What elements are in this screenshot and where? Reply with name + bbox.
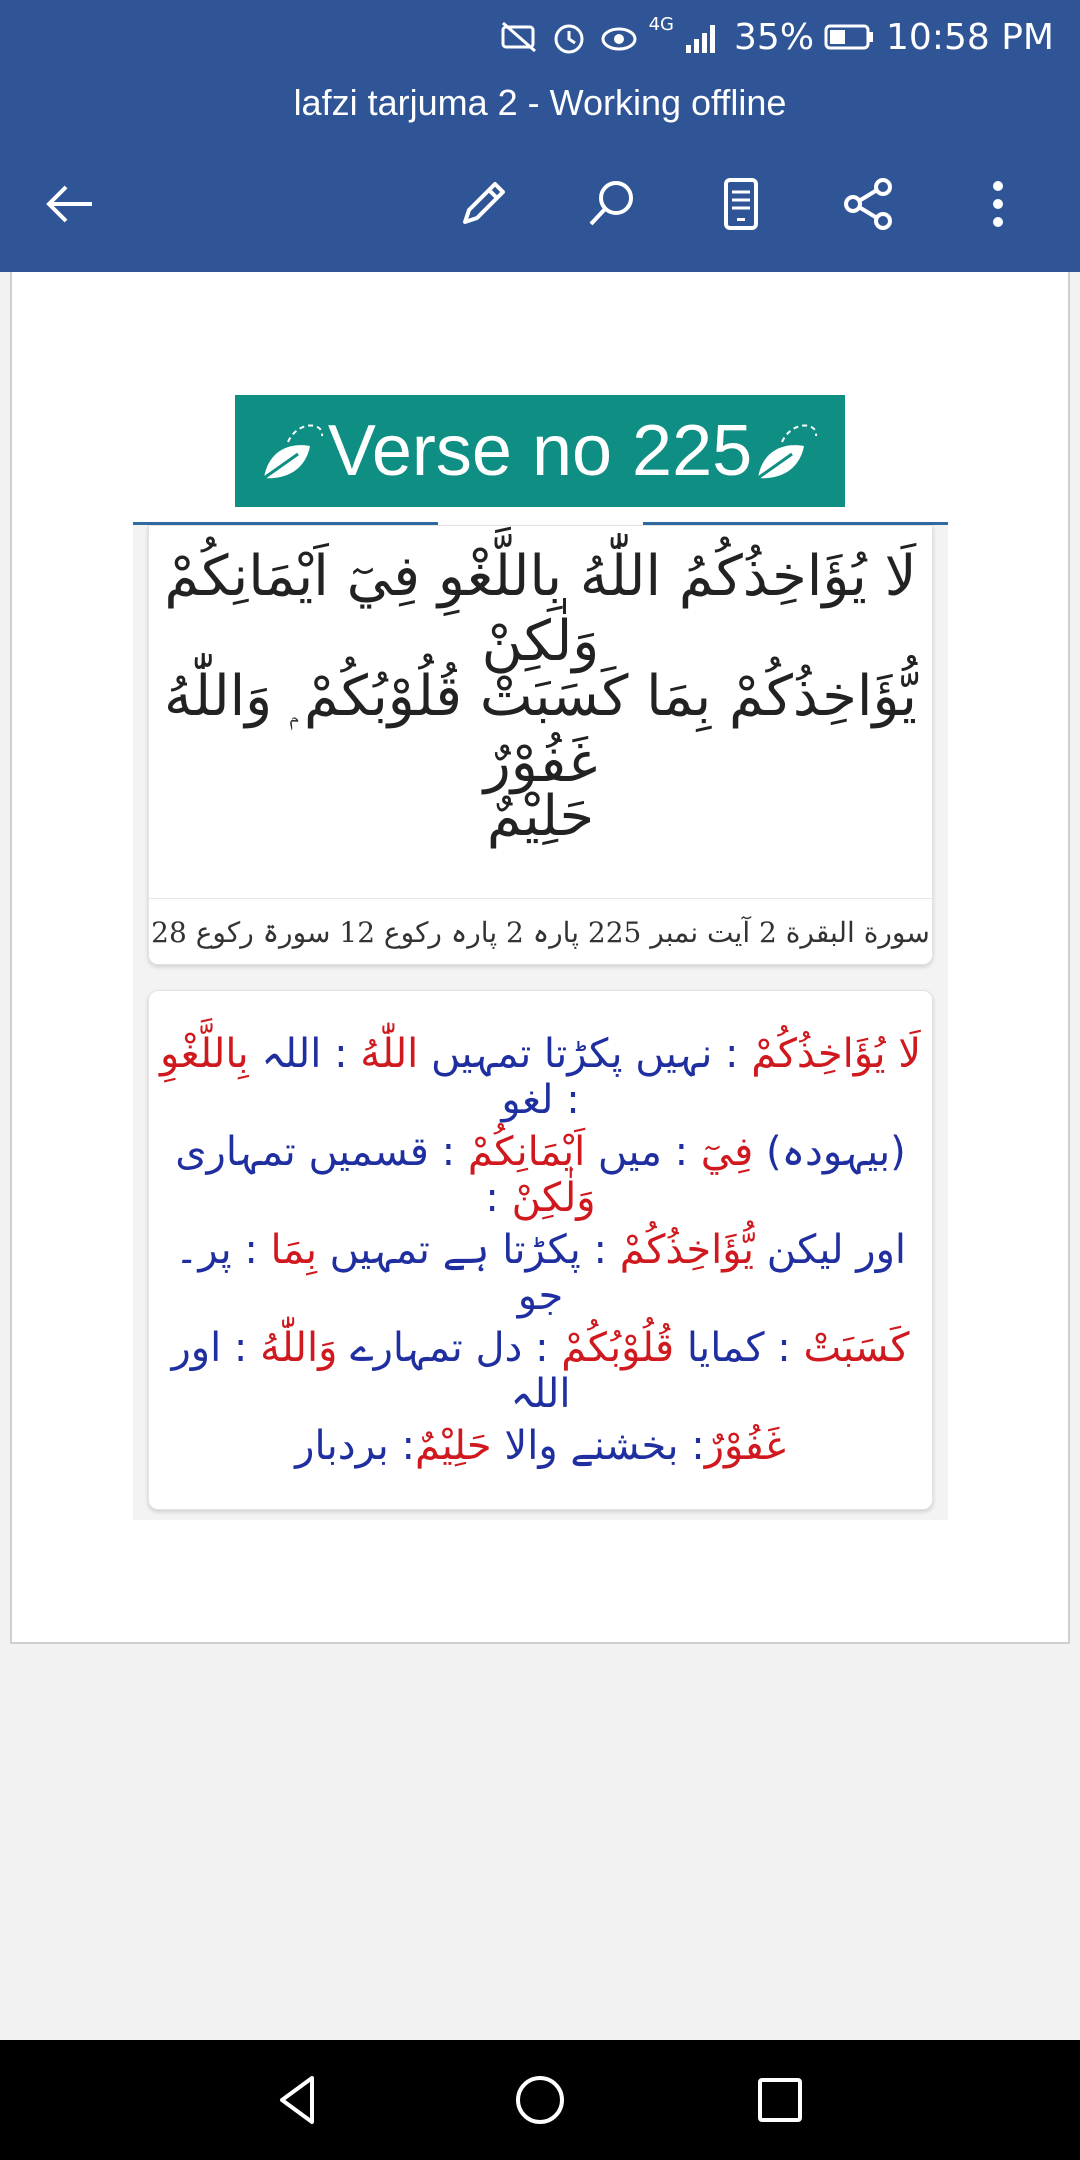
sim-off-icon xyxy=(499,17,539,57)
arabic-word: وَلٰكِنْ xyxy=(511,1175,596,1221)
search-icon xyxy=(582,174,642,234)
urdu-meaning: : بخشنے والا xyxy=(491,1423,705,1469)
urdu-meaning: : پکڑتا ہے تمہیں xyxy=(316,1227,620,1273)
square-recents-icon xyxy=(750,2070,810,2130)
urdu-meaning: : بردبار xyxy=(295,1423,415,1469)
alarm-icon xyxy=(549,17,589,57)
arabic-line: حَلِيْمٌ xyxy=(486,784,595,849)
arabic-word: قُلُوْبُكُمْ xyxy=(561,1325,675,1371)
arabic-word: اللّٰهُ xyxy=(360,1031,419,1077)
more-options-button[interactable] xyxy=(958,164,1038,244)
battery-icon xyxy=(824,17,876,57)
urdu-meaning: اور لیکن xyxy=(754,1227,907,1273)
arabic-word: وَاللّٰهُ xyxy=(260,1325,338,1371)
urdu-meaning: : کمایا xyxy=(674,1325,804,1371)
arabic-line: لَا يُؤَاخِذُكُمُ اللّٰهُ بِاللَّغْوِ فِيٓ اَيْمَانِكُمْ وَلٰكِنْ xyxy=(164,544,917,674)
translation-line xyxy=(149,1325,932,1417)
mobile-view-button[interactable] xyxy=(701,164,781,244)
arabic-word: كَسَبَتْ xyxy=(803,1325,910,1371)
urdu-meaning: : اور اللہ xyxy=(171,1325,571,1417)
arabic-word: لَا يُؤَاخِذُكُمْ xyxy=(751,1031,922,1077)
arabic-word: يُّؤَاخِذُكُمْ xyxy=(619,1227,755,1273)
arabic-verse-card xyxy=(148,525,933,965)
eye-comfort-icon xyxy=(599,17,639,57)
document-title: lafzi tarjuma 2 - Working offline xyxy=(293,82,787,123)
signal-icon xyxy=(684,17,724,57)
verse-reference: سورة البقرة 2 آیت نمبر 225 پارہ 2 پارہ رکوع 12 سورۃ رکوع 28 xyxy=(151,916,930,949)
leaf-icon xyxy=(752,416,822,486)
network-type: 4G xyxy=(648,14,675,35)
share-icon xyxy=(839,174,899,234)
more-vert-icon xyxy=(968,174,1028,234)
urdu-meaning: : اللہ xyxy=(248,1031,361,1077)
search-button[interactable] xyxy=(572,164,652,244)
status-bar xyxy=(0,0,1080,72)
arabic-word: بِمَا xyxy=(270,1227,317,1273)
edit-button[interactable] xyxy=(443,164,523,244)
urdu-meaning: (بیہودہ) xyxy=(753,1129,906,1175)
navigation-bar xyxy=(0,2040,1080,2160)
status-icons xyxy=(499,12,1054,62)
nav-back-button[interactable] xyxy=(258,2060,338,2140)
verse-number-title: Verse no 225 xyxy=(327,411,753,491)
arabic-word: بِاللَّغْوِ xyxy=(159,1031,249,1077)
leaf-icon xyxy=(258,416,328,486)
urdu-meaning: : نہیں پکڑتا تمہیں xyxy=(418,1031,752,1077)
urdu-meaning: : قسمیں تمہاری xyxy=(175,1129,468,1175)
share-button[interactable] xyxy=(829,164,909,244)
urdu-meaning: : دل تمہارے xyxy=(337,1325,562,1371)
urdu-meaning: : پر۔ جو xyxy=(174,1227,564,1319)
pencil-icon xyxy=(453,174,513,234)
back-button[interactable] xyxy=(30,164,110,244)
arabic-word: حَلِيْمٌ xyxy=(415,1423,492,1469)
translation-line xyxy=(149,1227,932,1319)
translation-line xyxy=(149,1031,932,1123)
clock: 10:58 PM xyxy=(886,16,1054,58)
translation-line xyxy=(149,1423,932,1469)
urdu-meaning: : میں xyxy=(585,1129,701,1175)
arabic-word: اَيْمَانِكُمْ xyxy=(467,1129,586,1175)
urdu-meaning: : xyxy=(485,1175,512,1221)
triangle-back-icon xyxy=(268,2070,328,2130)
urdu-meaning: : لغو xyxy=(501,1077,580,1123)
verse-banner xyxy=(235,395,845,507)
circle-home-icon xyxy=(510,2070,570,2130)
arrow-left-icon xyxy=(40,174,100,234)
arabic-word: فِيٓ xyxy=(700,1129,754,1175)
arabic-word: غَفُوْرٌ xyxy=(704,1423,786,1469)
arabic-line: يُّؤَاخِذُكُمْ بِمَا كَسَبَتْ قُلُوْبُكُمْ ۭ وَاللّٰهُ غَفُوْرٌ xyxy=(164,664,917,795)
nav-home-button[interactable] xyxy=(500,2060,580,2140)
mobile-view-icon xyxy=(711,174,771,234)
app-toolbar xyxy=(0,72,1080,272)
battery-percent: 35% xyxy=(734,16,815,58)
verse-image-block xyxy=(133,525,948,1520)
nav-recents-button[interactable] xyxy=(740,2060,820,2140)
translation-line xyxy=(149,1129,932,1221)
translation-card xyxy=(148,990,933,1510)
card-divider xyxy=(149,898,932,899)
